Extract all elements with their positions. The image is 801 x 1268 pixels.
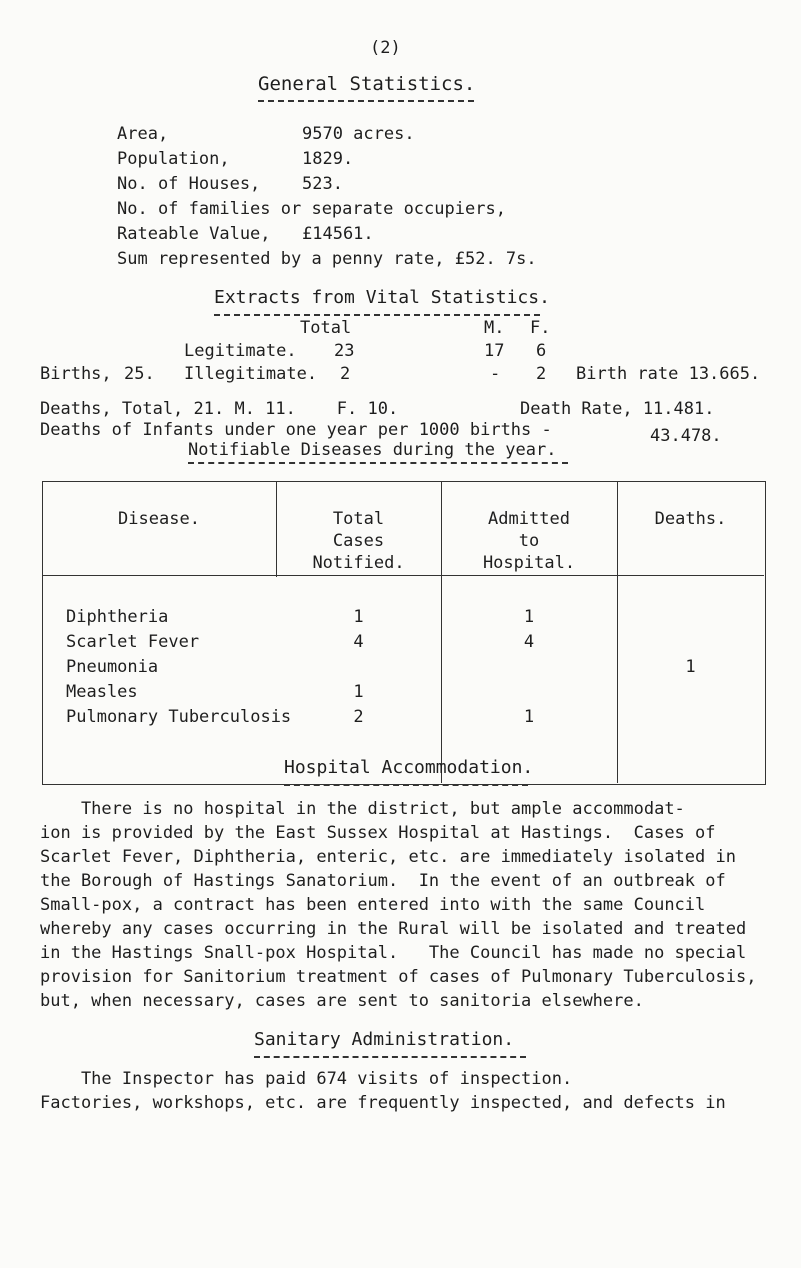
rateable-value: £14561.: [302, 224, 374, 244]
header-total-line-1: Total: [332, 509, 385, 529]
hospital-paragraph-line: provision for Sanitorium treatment of cases of Pulmonary Tuberculosis,: [40, 967, 757, 987]
row-deaths: 1: [685, 657, 696, 677]
infant-death-rate: 43.478.: [650, 426, 722, 446]
birth-rate: Birth rate 13.665.: [576, 364, 761, 384]
births-value: 25.: [124, 364, 155, 384]
sanitary-paragraph-line: Factories, workshops, etc. are frequently inspected, and defects in: [40, 1093, 726, 1113]
hospital-paragraph-line: in the Hastings Snall-pox Hospital. The Council has made no special: [40, 943, 747, 963]
row-total: 1: [353, 607, 364, 627]
header-admitted-line-2: to: [518, 531, 540, 551]
illegitimate-total: 2: [340, 364, 351, 384]
houses-label: No. of Houses,: [117, 174, 261, 194]
row-total: 1: [353, 682, 364, 702]
hospital-paragraph-line: Scarlet Fever, Diphtheria, enteric, etc. are immediately isolated in: [40, 847, 736, 867]
sanitary-heading-underline: [254, 1056, 526, 1058]
rateable-label: Rateable Value,: [117, 224, 271, 244]
header-deaths: Deaths.: [654, 509, 727, 529]
row-disease: Scarlet Fever: [66, 632, 200, 652]
notifiable-heading-underline: [188, 462, 568, 464]
row-admitted: 1: [523, 607, 535, 627]
illegitimate-m: -: [490, 364, 501, 384]
legitimate-f: 6: [536, 341, 547, 361]
legitimate-m: 17: [484, 341, 505, 361]
notifiable-heading: Notifiable Diseases during the year.: [188, 440, 557, 460]
vital-col-m: M.: [484, 318, 505, 338]
illegitimate-label: Illegitimate.: [184, 364, 318, 384]
death-rate: Death Rate, 11.481.: [520, 399, 715, 419]
vital-col-total: Total: [300, 318, 352, 338]
heading-underline: [258, 100, 474, 102]
row-total: 4: [353, 632, 364, 652]
general-statistics-heading: General Statistics.: [258, 73, 476, 95]
sanitary-paragraph-line: The Inspector has paid 674 visits of inspection.: [40, 1069, 573, 1089]
row-total: 2: [353, 707, 364, 727]
row-admitted: 1: [523, 707, 535, 727]
row-disease: Diphtheria: [66, 607, 169, 627]
vital-statistics-heading: Extracts from Vital Statistics.: [214, 287, 550, 308]
header-disease: Disease.: [118, 509, 200, 529]
row-disease: Measles: [66, 682, 138, 702]
hospital-heading: Hospital Accommodation.: [284, 757, 534, 778]
area-label: Area,: [117, 124, 169, 144]
hospital-heading-underline: [284, 784, 528, 786]
legitimate-total: 23: [334, 341, 355, 361]
legitimate-label: Legitimate.: [184, 341, 297, 361]
deaths-line: Deaths, Total, 21. M. 11. F. 10.: [40, 399, 399, 419]
page-number: (2): [370, 38, 401, 58]
sanitary-heading: Sanitary Administration.: [254, 1029, 515, 1050]
header-admitted-line-3: Hospital.: [482, 553, 576, 573]
hospital-paragraph-line: the Borough of Hastings Sanatorium. In the event of an outbreak of: [40, 871, 726, 891]
infant-deaths-line: Deaths of Infants under one year per 1000 births -: [40, 420, 552, 440]
hospital-paragraph-line: but, when necessary, cases are sent to sanitoria elsewhere.: [40, 991, 644, 1011]
population-label: Population,: [117, 149, 230, 169]
hospital-paragraph-line: whereby any cases occurring in the Rural will be isolated and treated: [40, 919, 747, 939]
header-admitted-line-1: Admitted: [488, 509, 570, 529]
row-disease: Pulmonary Tuberculosis: [66, 707, 292, 727]
hospital-paragraph-line: ion is provided by the East Sussex Hospital at Hastings. Cases of: [40, 823, 716, 843]
header-total-line-3: Notified.: [312, 553, 405, 573]
penny-rate-line: Sum represented by a penny rate, £52. 7s.: [117, 249, 537, 269]
births-label: Births,: [40, 364, 112, 384]
header-total-line-2: Cases: [332, 531, 385, 551]
row-admitted: 4: [523, 632, 535, 652]
area-value: 9570 acres.: [302, 124, 415, 144]
vital-col-f: F.: [530, 318, 551, 338]
row-disease: Pneumonia: [66, 657, 159, 677]
families-line: No. of families or separate occupiers,: [117, 199, 506, 219]
hospital-paragraph-line: Small-pox, a contract has been entered into with the same Council: [40, 895, 706, 915]
vital-heading-underline: [214, 314, 540, 316]
houses-value: 523.: [302, 174, 343, 194]
illegitimate-f: 2: [536, 364, 547, 384]
hospital-paragraph-line: There is no hospital in the district, but ample accommodat-: [40, 799, 685, 819]
table-header-divider: [42, 575, 764, 576]
population-value: 1829.: [302, 149, 354, 169]
